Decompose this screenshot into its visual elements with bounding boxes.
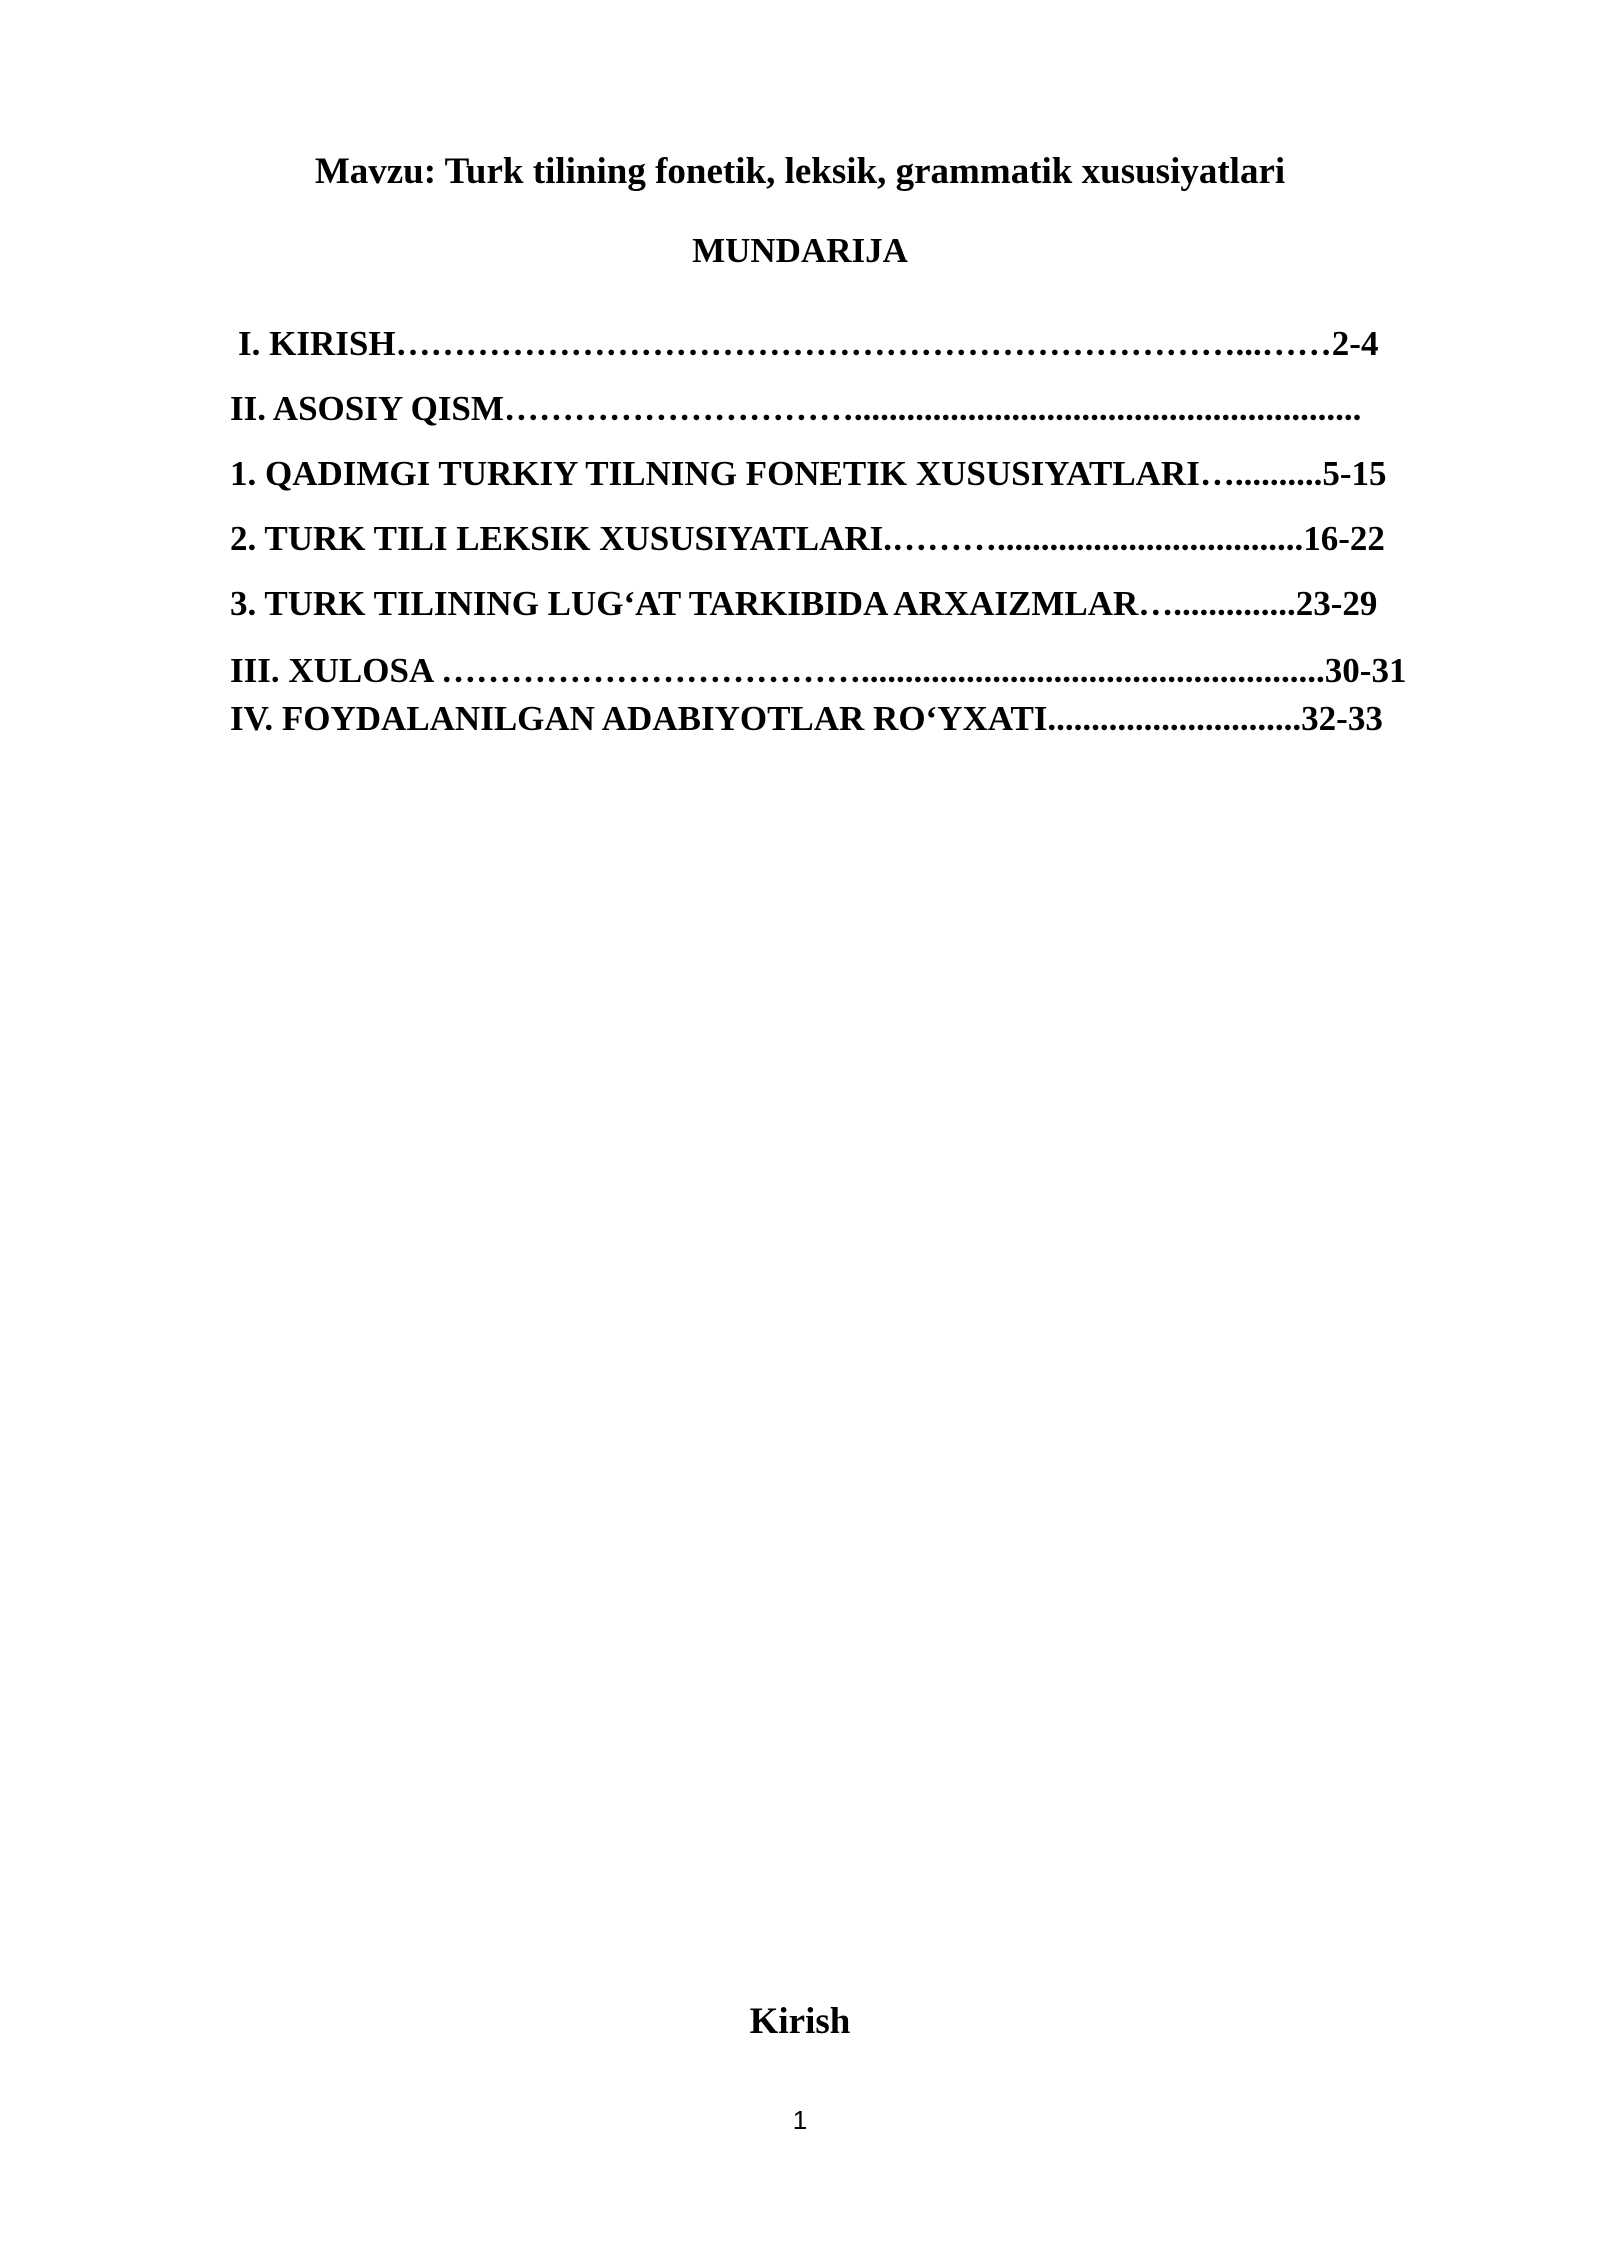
toc-entry-adabiyotlar: IV. FOYDALANILGAN ADABIYOTLAR RO‘YXATI.............................32-33: [230, 699, 1383, 738]
toc-entry-leksik: 2. TURK TILI LEKSIK XUSUSIYATLARI.………...................................16-22: [230, 519, 1385, 558]
toc-entry-fonetik: 1. QADIMGI TURKIY TILNING FONETIK XUSUSIYATLARI…..........5-15: [230, 454, 1387, 493]
toc-entry-kirish: I. KIRISH………………………………………………………………...……2-4: [238, 324, 1379, 363]
toc-entry-arxaizmlar: 3. TURK TILINING LUG‘AT TARKIBIDA ARXAIZMLAR…..............23-29: [230, 584, 1378, 623]
page-number: 1: [792, 2105, 808, 2135]
toc-entry-asosiy-qism: II. ASOSIY QISM…………………………..........................................................: [230, 389, 1362, 428]
toc-entry-xulosa: III. XULOSA ……………………………….....................................................30-31: [230, 651, 1407, 690]
toc-heading: MUNDARIJA: [692, 231, 908, 270]
document-title: Mavzu: Turk tilining fonetik, leksik, grammatik xususiyatlari: [314, 151, 1286, 192]
section-heading-kirish: Kirish: [749, 2001, 851, 2042]
